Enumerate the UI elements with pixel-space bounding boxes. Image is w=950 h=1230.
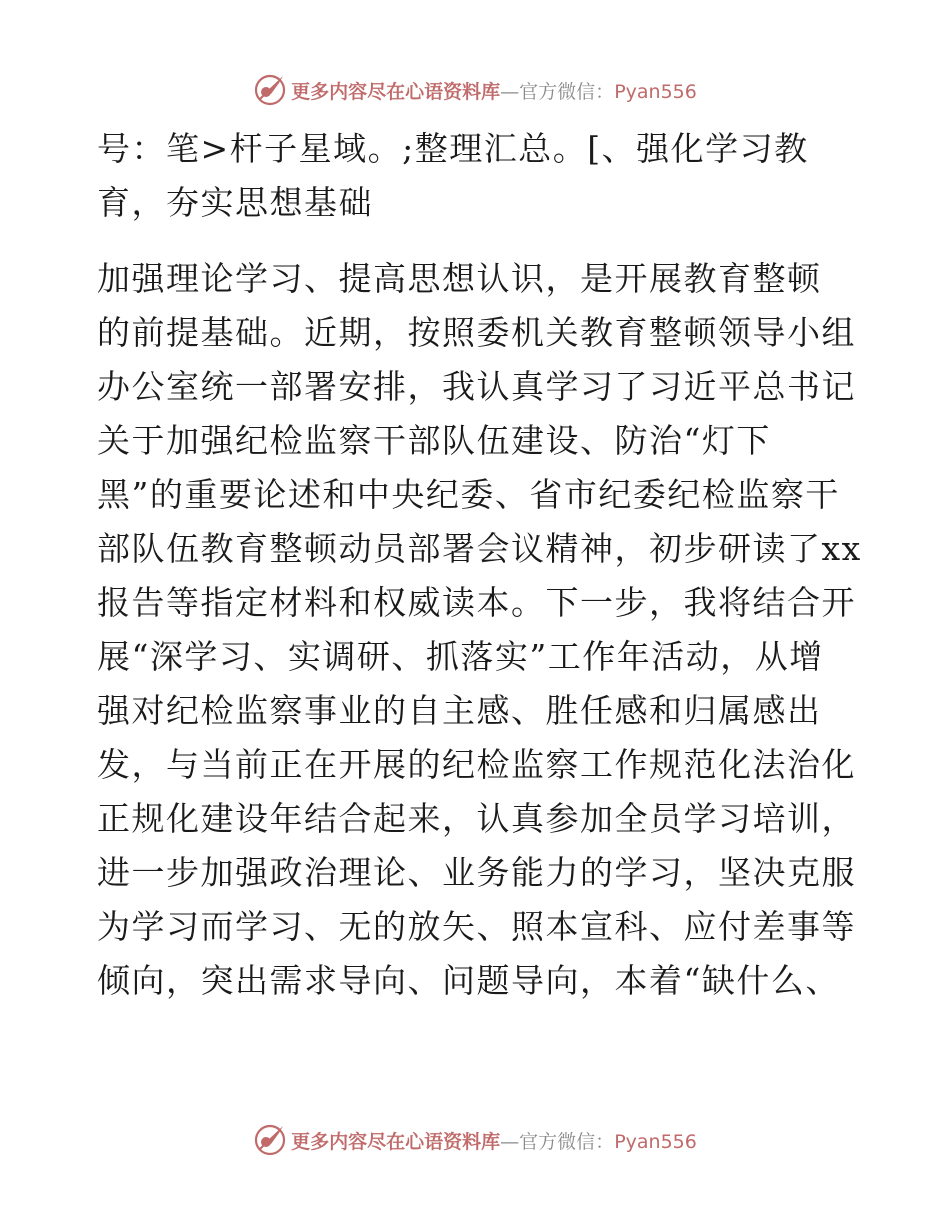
text-line: 加强理论学习、提高思想认识，是开展教育整顿: [97, 259, 822, 298]
quill-circle-logo-icon: [253, 1123, 287, 1157]
header-banner: [0, 70, 950, 110]
text-line: 号：笔>杆子星域。;整理汇总。[、强化学习教: [97, 129, 809, 168]
banner-dash: —: [500, 1130, 520, 1153]
text-line: 报告等指定材料和权威读本。下一步，我将结合开: [97, 583, 856, 622]
banner-dash: —: [500, 80, 520, 103]
banner-main-text: 更多内容尽在心语资料库: [291, 1130, 501, 1153]
text-line: 办公室统一部署安排，我认真学习了习近平总书记: [97, 367, 856, 406]
footer-banner: [0, 1120, 950, 1160]
quill-circle-logo-icon: [253, 73, 287, 107]
text-line: 强对纪检监察事业的自主感、胜任感和归属感出: [97, 691, 822, 730]
banner-text: [291, 77, 697, 104]
banner-wechat-label: 官方微信：: [519, 80, 615, 103]
text-line: 展“深学习、实调研、抓落实”工作年活动，从增: [97, 637, 824, 676]
text-line: 发，与当前正在开展的纪检监察工作规范化法治化: [97, 745, 856, 784]
text-line: 黑”的重要论述和中央纪委、省市纪委纪检监察干: [97, 475, 840, 514]
paragraph-body: [97, 252, 862, 1008]
text-line: 正规化建设年结合起来，认真参加全员学习培训，: [97, 799, 856, 838]
text-line: 倾向，突出需求导向、问题导向，本着“缺什么、: [97, 961, 840, 1000]
paragraph-heading: [97, 122, 857, 230]
text-line: 部队伍教育整顿动员部署会议精神，初步研读了xx: [97, 529, 862, 568]
text-line: 育，夯实思想基础: [97, 183, 373, 222]
banner-wechat-label: 官方微信：: [519, 1130, 615, 1153]
text-line: 进一步加强政治理论、业务能力的学习，坚决克服: [97, 853, 856, 892]
text-line: 为学习而学习、无的放矢、照本宣科、应付差事等: [97, 907, 856, 946]
paragraph-gap: [97, 230, 857, 252]
text-line: 的前提基础。近期，按照委机关教育整顿领导小组: [97, 313, 856, 352]
banner-main-text: 更多内容尽在心语资料库: [291, 80, 501, 103]
banner-wechat-id: Pyan556: [614, 80, 697, 103]
banner-wechat-id: Pyan556: [614, 1130, 697, 1153]
text-line: 关于加强纪检监察干部队伍建设、防治“灯下: [97, 421, 771, 460]
document-body: [97, 122, 862, 1008]
banner-text: [291, 1127, 697, 1154]
